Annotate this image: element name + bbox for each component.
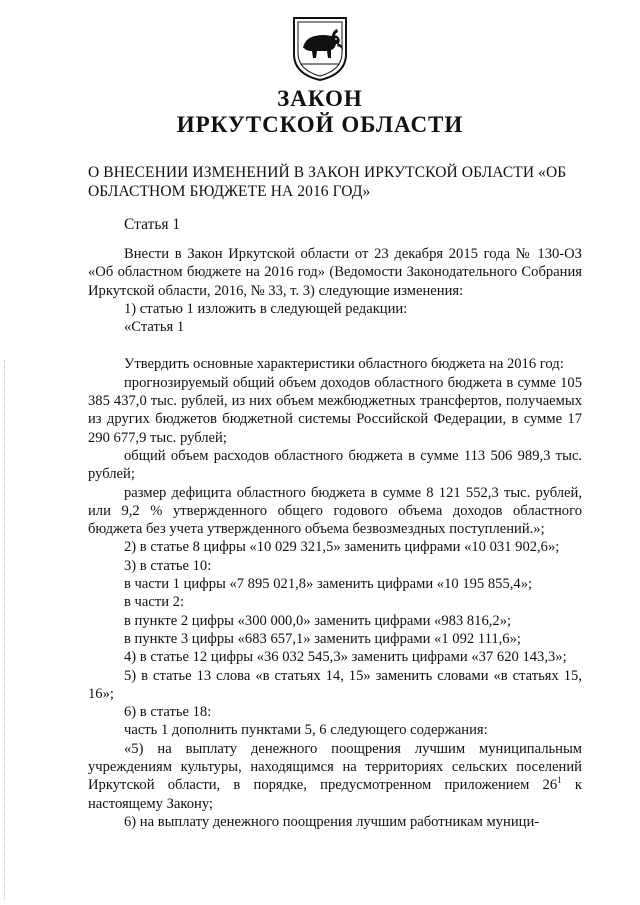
point-5-superscript: 1 (557, 775, 562, 786)
item-6-part-1: часть 1 дополнить пунктами 5, 6 следующего содержания: (124, 722, 488, 739)
point-5-text-end: к настоящему Закону; (88, 777, 582, 812)
item-3-part-1: в части 1 цифры «7 895 021,8» заменить цифрами «10 195 855,4»; (124, 576, 533, 593)
point-6: 6) на выплату денежного поощрения лучшим работникам муници- (124, 813, 540, 830)
law-title: ЗАКОН (277, 86, 363, 111)
item-3-point-3: в пункте 3 цифры «683 657,1» заменить цифрами «1 092 111,6»; (124, 630, 521, 647)
region-title: ИРКУТСКОЙ ОБЛАСТИ (176, 112, 464, 137)
revenue-paragraph: прогнозируемый общий объем доходов областного бюджета в сумме 105 385 437,0 тыс. рублей, из них объем межбюджетных трансфертов, получаемых из других бюджетов бюджетной системы Российской Федерации, в сумме 17 290 677,9 тыс. рублей; (88, 374, 582, 446)
approve-paragraph: Утвердить основные характеристики областного бюджета на 2016 год: (124, 356, 564, 373)
law-heading: О ВНЕСЕНИИ ИЗМЕНЕНИЙ В ЗАКОН ИРКУТСКОЙ ОБЛАСТИ «ОБ ОБЛАСТНОМ БЮДЖЕТЕ НА 2016 ГОД» (88, 164, 567, 200)
article-label: Статья 1 (124, 216, 181, 233)
item-2: 2) в статье 8 цифры «10 029 321,5» заменить цифрами «10 031 902,6»; (124, 539, 560, 556)
scan-margin-line (4, 360, 6, 900)
point-5-text: «5) на выплату денежного поощрения лучшим муниципальным учреждениям культуры, находящимся на территориях сельских поселений Иркутской области, в порядке, предусмотренном приложением 26 (88, 740, 582, 794)
item-3-point-2: в пункте 2 цифры «300 000,0» заменить цифрами «983 816,2»; (124, 612, 512, 629)
item-1: 1) статью 1 изложить в следующей редакции: (124, 300, 408, 317)
point-5 (88, 740, 582, 813)
deficit-paragraph: размер дефицита областного бюджета в сумме 8 121 552,3 тыс. рублей, или 9,2 % утвержденного общего годового объема доходов областного бюджета без учета утвержденного объема безвозмездных поступлений.»; (88, 484, 582, 538)
quote-article-label: «Статья 1 (124, 319, 185, 336)
intro-paragraph: Внести в Закон Иркутской области от 23 декабря 2015 года № 130-ОЗ «Об областном бюджете на 2016 год» (Ведомости Законодательного Собрания Иркутской области, 2016, № 33, т. 3) следующие изменения: (88, 246, 582, 299)
law-body (88, 245, 582, 831)
item-3: 3) в статье 10: (124, 557, 212, 574)
expenses-paragraph: общий объем расходов областного бюджета в сумме 113 506 989,3 тыс. рублей; (88, 447, 582, 483)
coat-of-arms-icon (291, 14, 349, 82)
item-5: 5) в статье 13 слова «в статьях 14, 15» заменить словами «в статьях 15, 16»; (88, 667, 582, 702)
item-3-part-2: в части 2: (124, 594, 185, 611)
item-6: 6) в статье 18: (124, 704, 212, 721)
item-4: 4) в статье 12 цифры «36 032 545,3» заменить цифрами «37 620 143,3»; (124, 649, 567, 666)
